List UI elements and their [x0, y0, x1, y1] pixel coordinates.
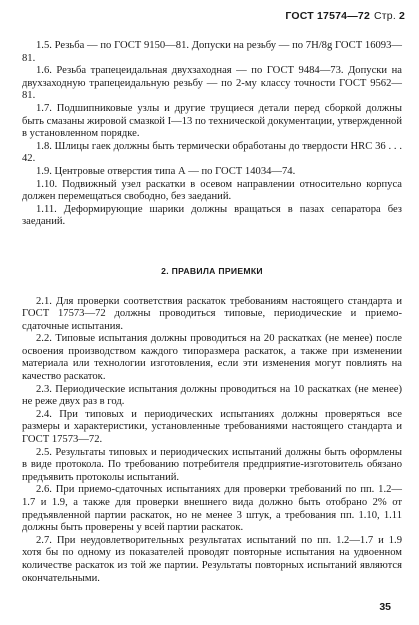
clause-2-5: 2.5. Результаты типовых и периодических испытаний должны быть оформлены в виде протокола. По требованию потребителя предприятие-изготовитель обязано предъявить протоколы испытаний.: [22, 446, 402, 483]
clause-2-2: 2.2. Типовые испытания должны проводиться на 20 раскатках (не менее) после освоения производством каждого типоразмера раскаток, а также при изменении материала или технологии изготовления, если эти изменения могут повлиять на качество раскаток.: [22, 333, 402, 383]
header-page-number: 2: [398, 10, 405, 22]
clause-1-6: 1.6. Резьба трапецеидальная двухзаходная — по ГОСТ 9484—73. Допуски на двухзаходную трапецеидальную резьбу — по 2-му классу точности ГОСТ 9562—81.: [22, 65, 402, 102]
body-text: [22, 40, 402, 585]
clause-1-8: 1.8. Шлицы гаек должны быть термически обработаны до твердости HRC 36 . . . 42.: [22, 140, 402, 165]
page-label: Стр.: [374, 10, 396, 22]
clause-1-5: 1.5. Резьба — по ГОСТ 9150—81. Допуски на резьбу — по 7H/8g ГОСТ 16093—81.: [22, 40, 402, 64]
clause-1-10: 1.10. Подвижный узел раскатки в осевом направлении относительно корпуса должен перемещаться свободно, без заеданий.: [22, 178, 402, 203]
section-2-body: [22, 296, 402, 586]
clause-2-4: 2.4. При типовых и периодических испытаниях должны проверяться все размеры и характеристики, установленные требованиями настоящего стандарта и ГОСТ 17573—72.: [22, 408, 402, 446]
section-1-continuation: [22, 40, 402, 229]
page-number: 35: [379, 601, 391, 613]
clause-2-3: 2.3. Периодические испытания должны проводиться на 10 раскатках (не менее) не реже двух раз в год.: [22, 383, 402, 408]
clause-2-6: 2.6. При приемо-сдаточных испытаниях для проверки требований по пп. 1.2—1.7 и 1.9, а также для проверки внешнего вида должно быть отобрано 2% от предъявленной партии раскаток, но не менее 3 штук, а требования пп. 1.10, 1.11 должны быть проверены у всей партии раскаток.: [22, 484, 402, 534]
running-header: [285, 10, 405, 22]
clause-1-11: 1.11. Деформирующие шарики должны вращаться в пазах сепаратора без заеданий.: [22, 203, 402, 228]
clause-2-1: 2.1. Для проверки соответствия раскаток требованиям настоящего стандарта и ГОСТ 17573—72 должны проводиться типовые, периодические и приемо-сдаточные испытания.: [22, 295, 402, 332]
clause-2-7: 2.7. При неудовлетворительных результатах испытаний по пп. 1.2—1.7 и 1.9 хотя бы по одному из показателей проводят повторные испытания на удвоенном количестве раскаток из той же партии. Результаты повторных испытаний являются окончательными.: [22, 534, 402, 584]
section-2-heading: 2. ПРАВИЛА ПРИЕМКИ: [161, 265, 263, 276]
clause-1-9: 1.9. Центровые отверстия типа А — по ГОСТ 14034—74.: [36, 165, 296, 177]
standard-number: ГОСТ 17574—72: [285, 10, 370, 22]
clause-1-7: 1.7. Подшипниковые узлы и другие трущиеся детали перед сборкой должны быть смазаны жировой смазкой I—13 по технической документации, утвержденной в установленном порядке.: [22, 102, 402, 140]
